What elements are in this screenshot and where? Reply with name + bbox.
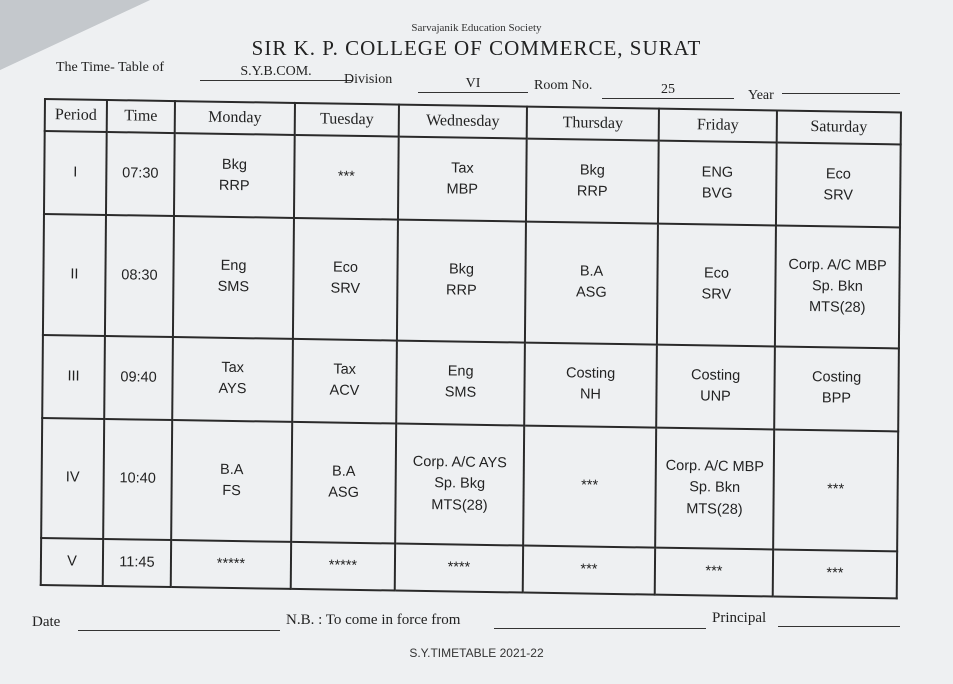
subject-line: ***** [328, 557, 358, 574]
subject-line: B.A [220, 461, 244, 479]
society-name: Sarvajanik Education Society [411, 22, 542, 34]
timetable-body [41, 131, 901, 598]
time-cell: 08:30 [105, 215, 174, 336]
subject-line: *** [705, 563, 723, 580]
subject-cell [655, 428, 774, 550]
subject-line: Sp. Bkn [811, 278, 863, 295]
nb-label: N.B. : To come in force from [286, 612, 461, 628]
header-time: Time [107, 100, 175, 133]
division-value: VI [418, 76, 528, 93]
subject-line: Tax [333, 361, 357, 379]
principal-label: Principal [712, 610, 767, 626]
subject-cell [395, 544, 523, 593]
room-label: Room No. [534, 78, 593, 93]
subject-cell [292, 338, 397, 423]
subject-line: Bkg [221, 156, 248, 173]
table-row [41, 418, 898, 551]
subject-line: Eco [332, 260, 359, 277]
subject-cell [655, 548, 773, 597]
time-cell: 10:40 [103, 419, 172, 540]
subject-line: RRP [218, 177, 250, 194]
subject-cell [398, 137, 527, 222]
subject-cell [293, 218, 398, 340]
header-period: Period [45, 99, 107, 132]
subject-line: *** [580, 561, 598, 578]
subject-line: BPP [821, 390, 852, 407]
header-thursday: Thursday [527, 107, 659, 141]
subject-line: AYS [218, 380, 247, 398]
table-row [44, 131, 901, 228]
subject-line: Eco [825, 166, 851, 183]
subject-line: NH [579, 386, 602, 403]
subject-cell [658, 141, 777, 226]
subject-line: ACV [329, 382, 360, 400]
subject-line: *** [581, 477, 599, 495]
subject-cell [657, 224, 776, 346]
subject-line: ***** [216, 555, 246, 573]
subject-line: Eco [703, 265, 730, 283]
subject-line: Costing [811, 369, 862, 387]
subject-line: Costing [565, 365, 616, 383]
subject-line: Bkg [448, 261, 475, 279]
subject-line: *** [337, 168, 355, 186]
subject-line: Corp. A/C MBP [788, 256, 887, 275]
header-monday: Monday [175, 101, 295, 135]
subject-cell [171, 540, 291, 589]
timetable-code: S.Y.TIMETABLE 2021-22 [409, 646, 544, 660]
subject-line: *** [826, 565, 844, 582]
year-value [782, 93, 900, 94]
subject-line: MTS(28) [808, 299, 866, 316]
subject-line: SMS [444, 384, 477, 402]
subject-line: **** [447, 559, 471, 576]
period-cell: V [41, 538, 103, 586]
subject-line: *** [827, 481, 845, 499]
subject-cell [523, 426, 656, 548]
subject-line: Eng [447, 363, 474, 380]
date-label: Date [32, 614, 61, 630]
subject-line: Costing [690, 367, 741, 385]
subject-line: MBP [446, 181, 479, 198]
subject-cell [171, 420, 292, 542]
room-value: 25 [602, 82, 734, 99]
year-label: Year [748, 88, 774, 103]
subject-cell [291, 422, 396, 544]
subject-cell [524, 342, 657, 428]
date-line [78, 630, 280, 631]
subject-line: ASG [575, 284, 607, 302]
subject-line: Sp. Bkn [689, 479, 741, 497]
subject-cell [396, 340, 525, 425]
subject-line: B.A [579, 263, 604, 281]
class-value: S.Y.B.COM. [200, 64, 352, 81]
subject-line: MTS(28) [686, 500, 743, 518]
header-wednesday: Wednesday [399, 105, 527, 139]
table-row [42, 334, 899, 431]
period-cell: II [43, 214, 106, 335]
subject-line: RRP [445, 282, 477, 300]
subject-line: B.A [332, 463, 356, 480]
subject-line: SRV [330, 280, 361, 298]
subject-line: FS [222, 482, 241, 500]
subject-line: Tax [451, 160, 474, 177]
subject-line: ENG [701, 164, 734, 181]
subject-cell [294, 135, 399, 220]
header-friday: Friday [659, 109, 777, 143]
subject-line: SMS [217, 279, 250, 296]
subject-line: UNP [700, 388, 731, 406]
period-cell: I [44, 131, 107, 215]
period-cell: IV [41, 418, 104, 539]
subject-line: Sp. Bkg [434, 475, 486, 493]
subject-line: Corp. A/C MBP [665, 458, 765, 476]
header-saturday: Saturday [777, 111, 901, 145]
table-row [43, 214, 900, 347]
subject-line: Eng [220, 258, 247, 275]
division-label: Division [344, 72, 393, 87]
subject-cell [776, 143, 901, 228]
subject-cell [173, 217, 294, 339]
subject-line: BVG [701, 185, 733, 202]
subject-line: Corp. A/C AYS [412, 454, 507, 472]
subject-cell [174, 133, 295, 218]
subject-line: SRV [701, 286, 732, 304]
subject-cell [172, 337, 293, 422]
subject-line: SRV [823, 186, 854, 204]
timetable-label: The Time- Table of [56, 60, 165, 75]
college-name: SIR K. P. COLLEGE OF COMMERCE, SURAT [251, 36, 702, 60]
subject-cell [526, 139, 659, 225]
subject-cell [291, 542, 395, 591]
subject-cell [775, 226, 900, 348]
subject-cell [523, 546, 655, 595]
nb-line [494, 628, 706, 629]
subject-line: MTS(28) [431, 496, 488, 514]
time-cell: 07:30 [106, 132, 175, 217]
subject-cell [773, 549, 897, 598]
subject-cell [395, 424, 524, 546]
principal-line [778, 626, 900, 627]
timetable-table [40, 98, 902, 599]
subject-line: Bkg [579, 162, 605, 179]
subject-cell [774, 346, 899, 431]
subject-line: RRP [576, 183, 608, 200]
subject-cell [656, 344, 775, 429]
subject-cell [397, 220, 526, 342]
subject-cell [525, 222, 658, 344]
time-cell: 09:40 [104, 335, 173, 420]
subject-line: ASG [328, 484, 359, 501]
subject-cell [773, 429, 898, 551]
header-tuesday: Tuesday [295, 103, 399, 137]
subject-line: Tax [221, 360, 245, 377]
period-cell: III [42, 334, 105, 418]
time-cell: 11:45 [103, 539, 171, 587]
